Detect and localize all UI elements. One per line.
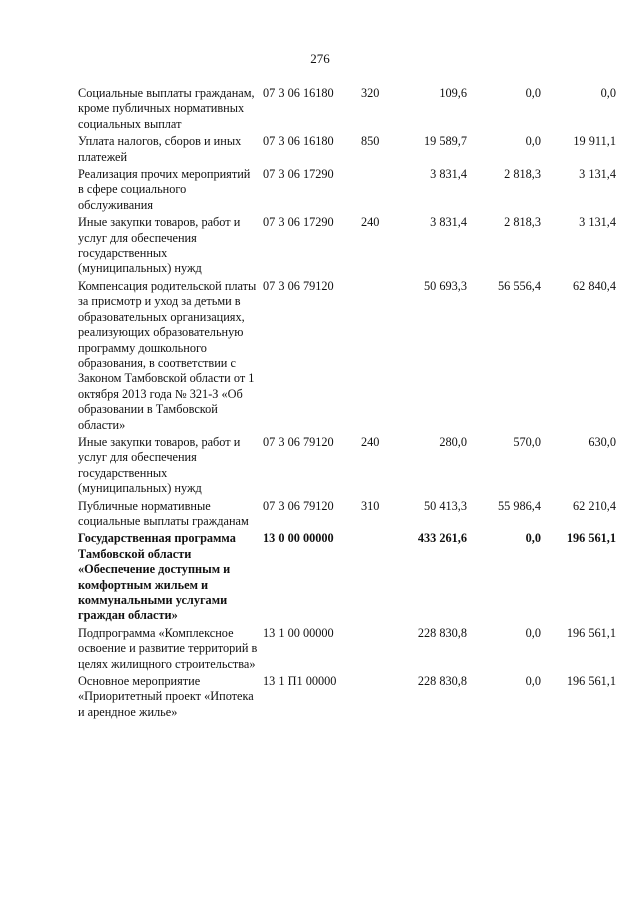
- row-code: 07 3 06 16180: [263, 134, 334, 149]
- row-type: 850: [361, 134, 380, 149]
- row-name: Компенсация родительской платы за присмотр и уход за детьми в образовательных организациях, реализующих образовательную программу дошкольного образования, в соответствии с Законом Тамбовской области от 1 октября 2013 года № 321-З «Об образовании в Тамбовской области»: [78, 278, 257, 432]
- row-code: 07 3 06 17290: [263, 167, 334, 182]
- table-row: [78, 134, 616, 167]
- table-row: [78, 86, 616, 134]
- row-code: 07 3 06 79120: [263, 498, 334, 513]
- table-row: [78, 215, 616, 279]
- row-type: [361, 167, 399, 215]
- row-value-1: 50 413,3: [423, 498, 467, 513]
- page-number: 276: [310, 51, 330, 66]
- table-row: [78, 167, 616, 215]
- row-value-1: 228 830,8: [417, 674, 467, 689]
- row-value-3: 196 561,1: [566, 625, 616, 640]
- row-value-3: 0,0: [600, 86, 616, 100]
- row-value-1: 19 589,7: [423, 134, 467, 149]
- row-name: Реализация прочих мероприятий в сфере социального обслуживания: [78, 167, 251, 212]
- row-value-3: 196 561,1: [566, 674, 616, 689]
- row-code: 07 3 06 16180: [263, 86, 334, 100]
- row-value-3: 196 561,1: [566, 531, 616, 546]
- row-type: 240: [361, 434, 380, 449]
- row-value-1: 3 831,4: [430, 167, 467, 182]
- row-value-3: 630,0: [588, 434, 616, 449]
- row-value-2: 570,0: [513, 434, 541, 449]
- table-row: [78, 674, 616, 722]
- row-code: 07 3 06 79120: [263, 278, 334, 293]
- table-row: [78, 499, 616, 532]
- row-value-1: 228 830,8: [417, 625, 467, 640]
- row-type: [361, 626, 399, 674]
- row-type: 320: [361, 86, 380, 100]
- row-name: Основное мероприятие «Приоритетный проект «Ипотека и арендное жилье»: [78, 674, 254, 719]
- row-type: [361, 279, 399, 435]
- row-name: Иные закупки товаров, работ и услуг для обеспечения государственных (муниципальных) нужд: [78, 434, 241, 496]
- row-value-3: 3 131,4: [579, 167, 616, 182]
- row-name: Уплата налогов, сборов и иных платежей: [78, 134, 242, 164]
- row-value-1: 50 693,3: [423, 278, 467, 293]
- row-value-2: 0,0: [525, 674, 541, 689]
- row-value-2: 0,0: [525, 86, 541, 100]
- row-type: [361, 531, 399, 625]
- table-row: [78, 626, 616, 674]
- row-value-1: 109,6: [439, 86, 467, 100]
- row-name: Социальные выплаты гражданам, кроме публичных нормативных социальных выплат: [78, 86, 255, 131]
- row-value-2: 2 818,3: [504, 215, 541, 230]
- row-value-1: 280,0: [439, 434, 467, 449]
- row-value-2: 0,0: [525, 134, 541, 149]
- row-value-2: 2 818,3: [504, 167, 541, 182]
- budget-table: [78, 86, 616, 722]
- row-value-2: 0,0: [525, 531, 541, 546]
- table-row-program: [78, 531, 616, 625]
- row-code: 07 3 06 17290: [263, 215, 334, 230]
- row-name: Подпрограмма «Комплексное освоение и развитие территорий в целях жилищного строительства»: [78, 625, 258, 671]
- row-value-3: 19 911,1: [573, 134, 616, 149]
- row-code: 13 0 00 00000: [263, 531, 334, 546]
- table-row: [78, 435, 616, 499]
- row-type: [361, 674, 399, 722]
- row-code: 13 1 П1 00000: [263, 674, 337, 689]
- table-row: [78, 279, 616, 435]
- row-value-3: 62 210,4: [572, 498, 616, 513]
- row-value-1: 3 831,4: [430, 215, 467, 230]
- row-code: 07 3 06 79120: [263, 434, 334, 449]
- row-name: Иные закупки товаров, работ и услуг для обеспечения государственных (муниципальных) нужд: [78, 215, 241, 276]
- row-type: 240: [361, 215, 380, 230]
- row-name: Государственная программа Тамбовской области «Обеспечение доступным и комфортным жильем и коммунальными услугами граждан области»: [78, 531, 236, 623]
- row-type: 310: [361, 498, 380, 513]
- row-value-3: 3 131,4: [579, 215, 616, 230]
- row-value-2: 0,0: [525, 625, 541, 640]
- row-value-2: 55 986,4: [497, 498, 541, 513]
- row-value-3: 62 840,4: [572, 278, 616, 293]
- row-value-1: 433 261,6: [417, 531, 467, 546]
- row-code: 13 1 00 00000: [263, 625, 334, 640]
- row-name: Публичные нормативные социальные выплаты гражданам: [78, 498, 249, 528]
- row-value-2: 56 556,4: [497, 278, 541, 293]
